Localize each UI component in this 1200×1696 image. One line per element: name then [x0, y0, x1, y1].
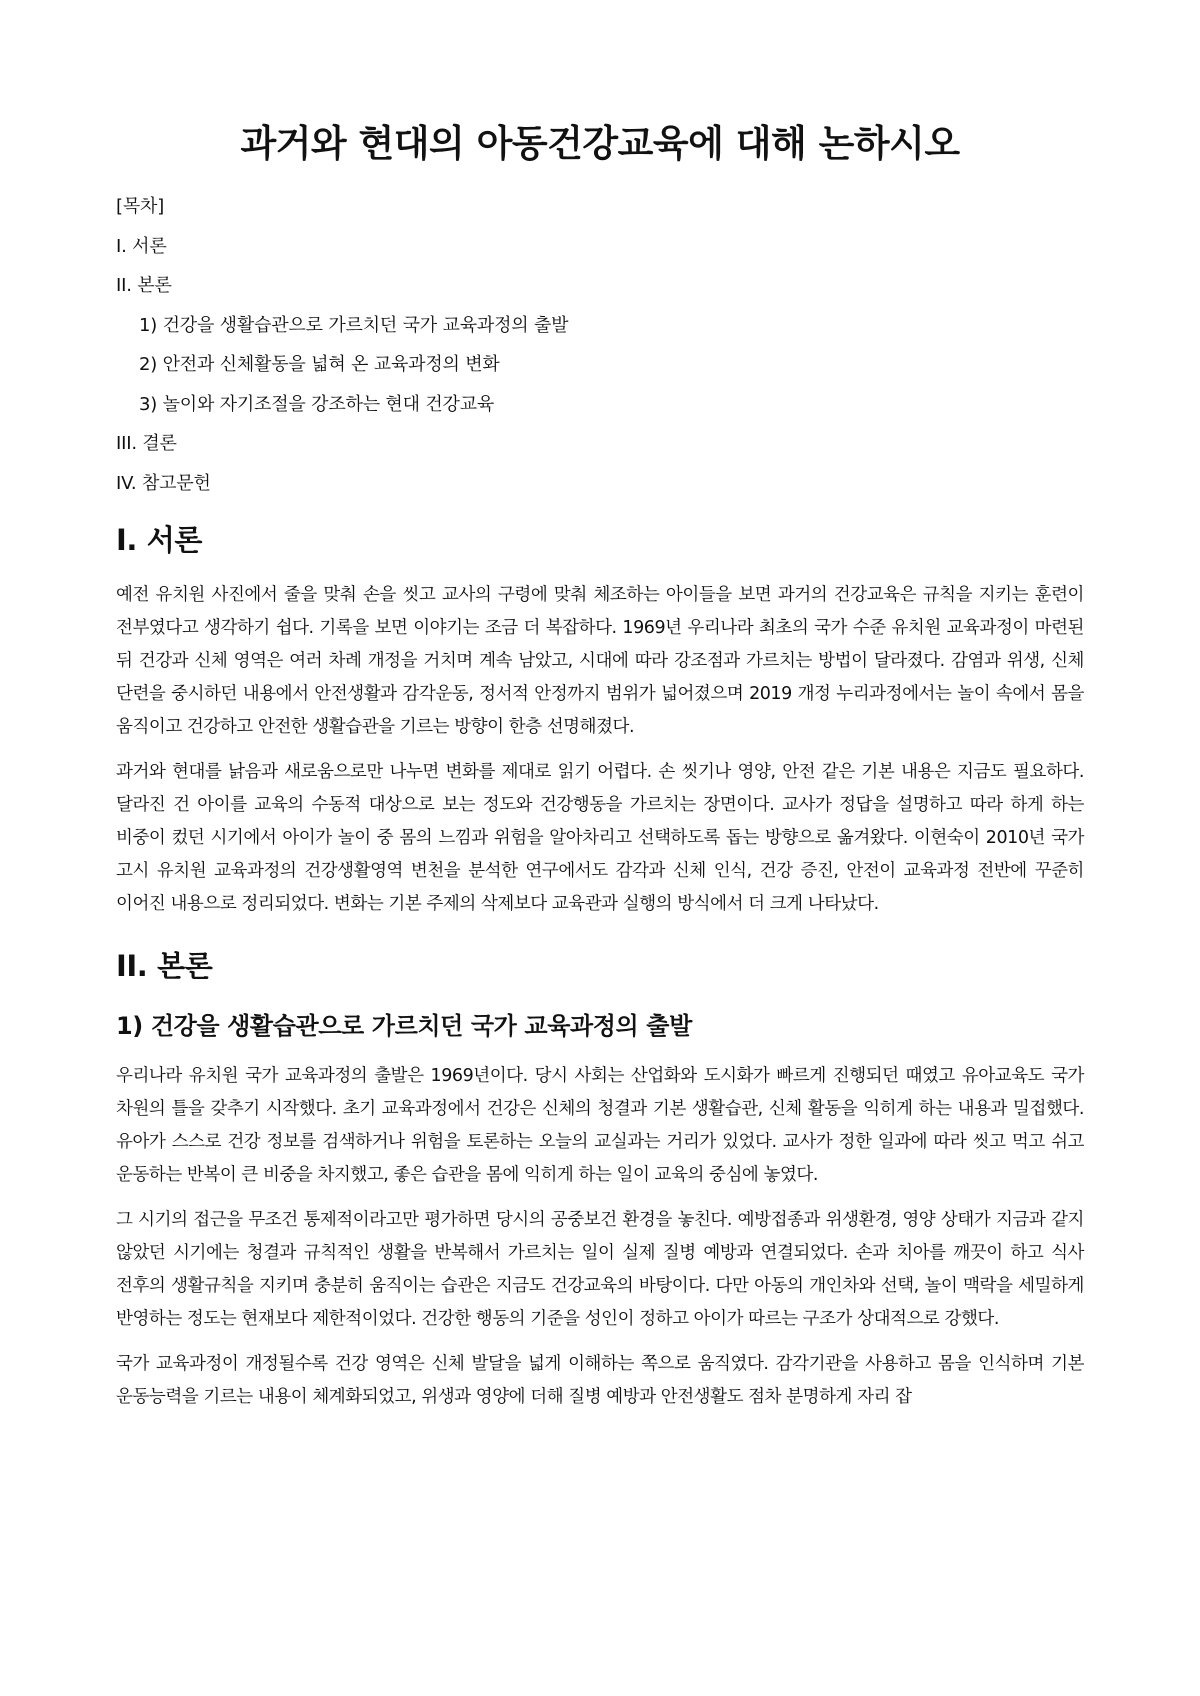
- section-intro: [116, 522, 1084, 921]
- table-of-contents: [116, 196, 1084, 495]
- intro-paragraph-2: 과거와 현대를 낡음과 새로움으로만 나누면 변화를 제대로 읽기 어렵다. 손 씻기나 영양, 안전 같은 기본 내용은 지금도 필요하다. 달라진 건 아이를 교육의 수동적 대상으로 보는 정도와 건강행동을 가르치는 장면이다. 교사가 정답을 설명하고 따라 하게 하는 비중이 컸던 시기에서 아이가 놀이 중 몸의 느낌과 위험을 알아차리고 선택하도록 돕는 방향으로 옮겨왔다. 이현숙이 2010년 국가 고시 유치원 교육과정의 건강생활영역 변천을 분석한 연구에서도 감각과 신체 인식, 건강 증진, 안전이 교육과정 전반에 꾸준히 이어진 내용으로 정리되었다. 변화는 기본 주제의 삭제보다 교육관과 실행의 방식에서 더 크게 나타났다.: [116, 761, 1084, 914]
- toc-item-body-3: 3) 놀이와 자기조절을 강조하는 현대 건강교육: [139, 393, 495, 415]
- toc-item-body-2: 2) 안전과 신체활동을 넓혀 온 교육과정의 변화: [139, 354, 500, 375]
- body-paragraph-2: 그 시기의 접근을 무조건 통제적이라고만 평가하면 당시의 공중보건 환경을 놓친다. 예방접종과 위생환경, 영양 상태가 지금과 같지 않았던 시기에는 청결과 규칙적인 생활을 반복해서 가르치는 일이 실제 질병 예방과 연결되었다. 손과 치아를 깨끗이 하고 식사 전후의 생활규칙을 지키며 충분히 움직이는 습관은 지금도 건강교육의 바탕이다. 다만 아동의 개인차와 선택, 놀이 맥락을 세밀하게 반영하는 정도는 현재보다 제한적이었다. 건강한 행동의 기준을 성인이 정하고 아이가 따르는 구조가 상대적으로 강했다.: [116, 1209, 1084, 1329]
- section-heading-body: II. 본론: [116, 948, 213, 983]
- subsection-heading-1: 1) 건강을 생활습관으로 가르치던 국가 교육과정의 출발: [116, 1011, 692, 1040]
- toc-item-references: IV. 참고문헌: [116, 472, 211, 494]
- body-paragraph-3: 국가 교육과정이 개정될수록 건강 영역은 신체 발달을 넓게 이해하는 쪽으로 움직였다. 감각기관을 사용하고 몸을 인식하며 기본 운동능력을 기르는 내용이 체계화되었고, 위생과 영양에 더해 질병 예방과 안전생활도 점차 분명하게 자리 잡: [116, 1353, 1084, 1407]
- toc-item-body: II. 본론: [116, 275, 172, 296]
- toc-item-intro: I. 서론: [116, 235, 167, 257]
- body-paragraph-1: 우리나라 유치원 국가 교육과정의 출발은 1969년이다. 당시 사회는 산업화와 도시화가 빠르게 진행되던 때였고 유아교육도 국가 차원의 틀을 갖추기 시작했다. 초기 교육과정에서 건강은 신체의 청결과 기본 생활습관, 신체 활동을 익히게 하는 내용과 밀접했다. 유아가 스스로 건강 정보를 검색하거나 위험을 토론하는 오늘의 교실과는 거리가 있었다. 교사가 정한 일과에 따라 씻고 먹고 쉬고 운동하는 반복이 큰 비중을 차지했고, 좋은 습관을 몸에 익히게 하는 일이 교육의 중심에 놓였다.: [116, 1065, 1084, 1185]
- toc-item-conclusion: III. 결론: [116, 433, 177, 454]
- toc-item-body-1: 1) 건강을 생활습관으로 가르치던 국가 교육과정의 출발: [139, 314, 569, 336]
- section-body: [116, 948, 1084, 1414]
- section-heading-intro: I. 서론: [116, 522, 202, 557]
- document-title: 과거와 현대의 아동건강교육에 대해 논하시오: [240, 122, 960, 165]
- toc-heading: [목차]: [116, 196, 165, 217]
- intro-paragraph-1: 예전 유치원 사진에서 줄을 맞춰 손을 씻고 교사의 구령에 맞춰 체조하는 아이들을 보면 과거의 건강교육은 규칙을 지키는 훈련이 전부였다고 생각하기 쉽다. 기록을 보면 이야기는 조금 더 복잡하다. 1969년 우리나라 최초의 국가 수준 유치원 교육과정이 마련된 뒤 건강과 신체 영역은 여러 차례 개정을 거치며 계속 남았고, 시대에 따라 강조점과 가르치는 방법이 달라졌다. 감염과 위생, 신체 단련을 중시하던 내용에서 안전생활과 감각운동, 정서적 안정까지 범위가 넓어졌으며 2019 개정 누리과정에서는 놀이 속에서 몸을 움직이고 건강하고 안전한 생활습관을 기르는 방향이 한층 선명해졌다.: [116, 584, 1084, 737]
